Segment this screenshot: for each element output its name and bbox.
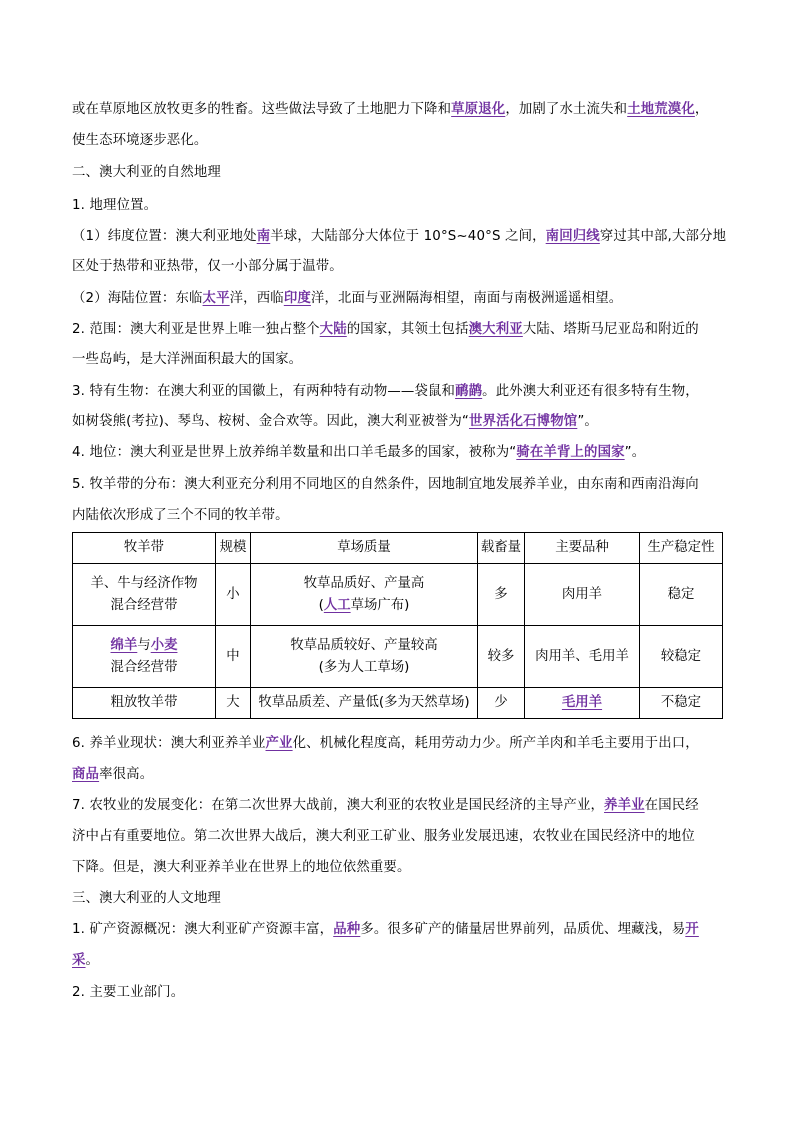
table-cell: 肉用羊、毛用羊 bbox=[525, 626, 640, 688]
keyword: 产业 bbox=[265, 736, 293, 751]
text-line: 内陆依次形成了三个不同的牧羊带。 bbox=[72, 508, 289, 523]
text-line: 下降。但是，澳大利亚养羊业在世界上的地位依然重要。 bbox=[72, 860, 411, 875]
text-line: 2. 主要工业部门。 bbox=[72, 985, 185, 1000]
table-header: 主要品种 bbox=[525, 533, 640, 564]
table-cell: 较稳定 bbox=[640, 626, 723, 688]
keyword: 绵羊 bbox=[110, 637, 138, 653]
keyword: 开 bbox=[685, 922, 699, 937]
table-cell: 牧草品质较好、产量较高 (多为人工草场) bbox=[251, 626, 478, 688]
text-line: 商品率很高。 bbox=[72, 767, 154, 782]
table-cell bbox=[525, 688, 640, 719]
table-cell: 中 bbox=[216, 626, 251, 688]
table-row bbox=[73, 626, 723, 688]
keyword: 大陆 bbox=[319, 322, 347, 337]
text-line: 一些岛屿，是大洋洲面积最大的国家。 bbox=[72, 352, 303, 367]
table-cell: 大 bbox=[216, 688, 251, 719]
table-cell: 不稳定 bbox=[640, 688, 723, 719]
table-row bbox=[73, 564, 723, 626]
table-header: 规模 bbox=[216, 533, 251, 564]
table-header: 牧羊带 bbox=[73, 533, 216, 564]
sheep-belt-table bbox=[72, 532, 723, 719]
keyword: 印度 bbox=[283, 291, 311, 306]
text-line: 使生态环境逐步恶化。 bbox=[72, 133, 208, 148]
keyword: 小麦 bbox=[150, 637, 178, 653]
table-cell: 较多 bbox=[478, 626, 525, 688]
table-cell: 粗放牧羊带 bbox=[73, 688, 216, 719]
text-line: 区处于热带和亚热带，仅一小部分属于温带。 bbox=[72, 259, 343, 274]
keyword: 养羊业 bbox=[604, 798, 645, 813]
table-cell: 羊、牛与经济作物 混合经营带 bbox=[73, 564, 216, 626]
keyword: 采 bbox=[72, 953, 86, 968]
text-line: 1. 矿产资源概况：澳大利亚矿产资源丰富，品种多。很多矿产的储量居世界前列，品质优、埋藏浅，易开 bbox=[72, 922, 699, 937]
table-header: 载畜量 bbox=[478, 533, 525, 564]
text-line: 或在草原地区放牧更多的牲畜。这些做法导致了土地肥力下降和草原退化，加剧了水土流失和土地荒漠化， bbox=[72, 102, 709, 117]
table-cell: 小 bbox=[216, 564, 251, 626]
text-line: 济中占有重要地位。第二次世界大战后，澳大利亚工矿业、服务业发展迅速，农牧业在国民经济中的地位 bbox=[72, 829, 695, 844]
keyword: 品种 bbox=[333, 922, 361, 937]
table-cell: 少 bbox=[478, 688, 525, 719]
table-cell: 绵羊与小麦 混合经营带 bbox=[73, 626, 216, 688]
text-line: 3. 特有生物：在澳大利亚的国徽上，有两种特有动物——袋鼠和鸸鹋。此外澳大利亚还有很多特有生物， bbox=[72, 384, 699, 399]
text-line: 4. 地位：澳大利亚是世界上放养绵羊数量和出口羊毛最多的国家，被称为“骑在羊背上的国家”。 bbox=[72, 445, 646, 460]
keyword: 澳大利亚 bbox=[468, 322, 523, 337]
table-cell: 稳定 bbox=[640, 564, 723, 626]
text-line: 1. 地理位置。 bbox=[72, 198, 158, 213]
table-cell: 牧草品质好、产量高 (人工草场广布) bbox=[251, 564, 478, 626]
text-line: （2）海陆位置：东临太平洋，西临印度洋，北面与亚洲隔海相望，南面与南极洲遥遥相望。 bbox=[72, 291, 623, 306]
table-header: 生产稳定性 bbox=[640, 533, 723, 564]
keyword: 骑在羊背上的国家 bbox=[516, 445, 625, 460]
text-line: 如树袋熊(考拉)、琴鸟、桉树、金合欢等。因此，澳大利亚被誉为“世界活化石博物馆”。 bbox=[72, 414, 598, 429]
keyword: 毛用羊 bbox=[561, 695, 603, 710]
section-heading: 二、澳大利亚的自然地理 bbox=[72, 165, 221, 180]
text-line: （1）纬度位置：澳大利亚地处南半球，大陆部分大体位于 10°S~40°S 之间，南回归线穿过其中部,大部分地 bbox=[72, 229, 727, 244]
table-row bbox=[73, 688, 723, 719]
keyword: 商品 bbox=[72, 767, 100, 782]
keyword: 太平 bbox=[202, 291, 230, 306]
keyword: 人工 bbox=[323, 597, 351, 613]
text-line: 2. 范围：澳大利亚是世界上唯一独占整个大陆的国家，其领土包括澳大利亚大陆、塔斯马尼亚岛和附近的 bbox=[72, 322, 699, 337]
text-line: 7. 农牧业的发展变化：在第二次世界大战前，澳大利亚的农牧业是国民经济的主导产业，养羊业在国民经 bbox=[72, 798, 699, 813]
section-heading: 三、澳大利亚的人文地理 bbox=[72, 891, 221, 906]
text-line: 6. 养羊业现状：澳大利亚养羊业产业化、机械化程度高，耗用劳动力少。所产羊肉和羊毛主要用于出口， bbox=[72, 736, 699, 751]
keyword: 鸸鹋 bbox=[455, 384, 483, 399]
keyword: 南回归线 bbox=[545, 229, 600, 244]
table-cell: 多 bbox=[478, 564, 525, 626]
keyword: 草原退化 bbox=[451, 102, 506, 117]
table-cell: 牧草品质差、产量低(多为天然草场) bbox=[251, 688, 478, 719]
keyword: 南 bbox=[256, 229, 271, 244]
keyword: 世界活化石博物馆 bbox=[468, 414, 578, 429]
table-header: 草场质量 bbox=[251, 533, 478, 564]
text-line: 5. 牧羊带的分布：澳大利亚充分利用不同地区的自然条件，因地制宜地发展养羊业，由东南和西南沿海向 bbox=[72, 477, 699, 492]
table-cell: 肉用羊 bbox=[525, 564, 640, 626]
keyword: 土地荒漠化 bbox=[627, 102, 695, 117]
text-line: 采。 bbox=[72, 953, 100, 968]
